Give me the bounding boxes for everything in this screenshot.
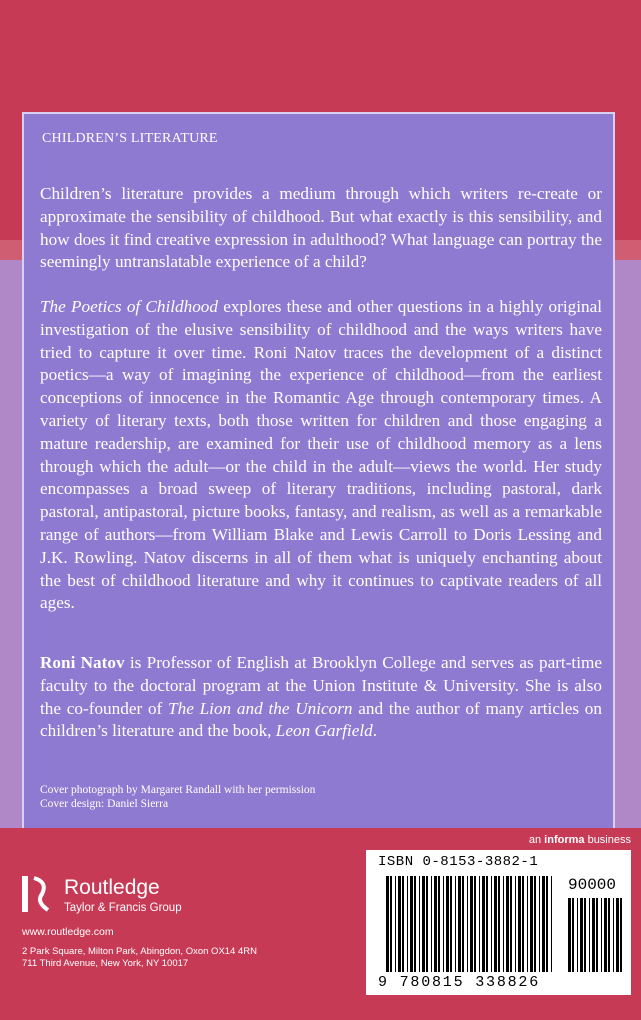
barcode-bar — [510, 876, 512, 972]
bio-book-2: Leon Garfield — [275, 721, 373, 741]
isbn-label: ISBN 0-8153-3882-1 — [378, 854, 539, 870]
informa-prefix: an — [528, 834, 545, 846]
barcode-bar — [462, 876, 464, 972]
barcode-bar — [470, 876, 473, 972]
barcode-bar — [568, 898, 571, 972]
author-bio — [40, 652, 602, 743]
bio-text-a: is Professor of English at Brooklyn College and serves as part-time faculty to the doctoral program at the Union Institute & University. She is also the co-founder of — [40, 653, 602, 718]
bio-text-b: and the author of many articles on children’s literature and the book, — [40, 698, 602, 741]
blurb-paragraph-2 — [40, 296, 602, 615]
barcode-bar — [551, 876, 552, 972]
informa-suffix: business — [584, 834, 631, 846]
design-credit: Cover design: Daniel Sierra — [40, 798, 169, 810]
barcode-bar — [527, 876, 528, 972]
barcode-bar — [390, 876, 392, 972]
barcode-bar — [592, 898, 595, 972]
logo-curve — [34, 878, 48, 910]
barcode-bar — [395, 876, 396, 972]
ean-bars — [386, 876, 552, 972]
barcode-bar — [506, 876, 509, 972]
publisher-url: www.routledge.com — [22, 926, 114, 938]
logo-bar — [22, 876, 28, 912]
barcode-bar — [515, 876, 516, 972]
barcode-bar — [474, 876, 476, 972]
blurb-paragraph-2-text: explores these and other questions in a highly original investigation of the elusive sensibility of childhood and the ways writers have tried to capture it over time. Roni Natov traces the development of a distinct poetics—a way of imagining the experience of childhood—from the earliest conceptions of innocence in the Romantic Age through contemporary times. A variety of literary texts, both those written for children and those engaging a mature readership, are examined for their use of childhood memory as a lens through which the adult—or the child in the adult—views the world. Her study encompasses a broad sweep of literary traditions, including pastoral, dark pastoral, antipastoral, picture books, fantasy, and realism, as well as a remarkable range of authors—from William Blake and Lewis Carroll to Doris Lessing and J.K. Rowling. Natov discerns in all of them what is uniquely enchanting about the best of childhood literature and why it continues to captivate readers of all ages. — [40, 297, 602, 613]
barcode-bar — [604, 898, 607, 972]
barcode-bar — [601, 898, 602, 972]
addon-bars — [568, 898, 622, 972]
barcode-bar — [498, 876, 500, 972]
barcode-bar — [522, 876, 524, 972]
barcode-bar — [431, 876, 432, 972]
barcode-bar — [620, 898, 622, 972]
photo-credit: Cover photograph by Margaret Randall with her permission — [40, 784, 316, 796]
address-line-2: 711 Third Avenue, New York, NY 10017 — [22, 958, 189, 969]
barcode-bar — [467, 876, 468, 972]
barcode-bar — [398, 876, 401, 972]
author-name: Roni Natov — [40, 653, 125, 672]
routledge-logo-icon — [14, 872, 54, 916]
barcode-bar — [616, 898, 619, 972]
barcode-bar — [613, 898, 614, 972]
barcode-bar — [419, 876, 420, 972]
barcode-bar — [577, 898, 578, 972]
price-code: 90000 — [568, 876, 617, 894]
bio-book-1: The Lion and the Unicorn — [168, 698, 353, 718]
barcode-bar — [589, 898, 590, 972]
barcode-bar — [386, 876, 389, 972]
barcode-bar — [518, 876, 521, 972]
barcode-bar — [503, 876, 504, 972]
barcode-bar — [479, 876, 480, 972]
barcode-bar — [580, 898, 583, 972]
blurb-paragraph-1: Children’s literature provides a medium through which writers re-create or approximate the sensibility of childhood. But what exactly is this sensibility, and how does it find creative expression in adulthood? What language can portray the seemingly untranslatable experience of a child? — [40, 184, 602, 272]
publisher-address — [22, 946, 257, 970]
series-label: CHILDREN’S LITERATURE — [42, 131, 218, 146]
barcode-bar — [426, 876, 428, 972]
barcode-bar — [458, 876, 461, 972]
barcode-bar — [438, 876, 440, 972]
barcode-bar — [422, 876, 425, 972]
barcode-bar — [596, 898, 598, 972]
barcode-bar — [584, 898, 586, 972]
informa-tagline — [529, 834, 631, 846]
barcode-bar — [402, 876, 404, 972]
barcode-block — [366, 850, 631, 995]
barcode-bar — [491, 876, 492, 972]
barcode-bar — [530, 876, 533, 972]
barcode-bar — [608, 898, 610, 972]
address-line-1: 2 Park Square, Milton Park, Abingdon, Oxon OX14 4RN — [22, 946, 257, 957]
publisher-name: Routledge — [64, 876, 160, 899]
informa-brand: informa — [544, 834, 585, 846]
barcode-bar — [450, 876, 452, 972]
barcode-bar — [546, 876, 548, 972]
barcode-bar — [443, 876, 444, 972]
barcode-bar — [410, 876, 413, 972]
barcode-bar — [482, 876, 485, 972]
barcode-bar — [407, 876, 408, 972]
book-title: The Poetics of Childhood — [40, 297, 218, 316]
barcode-bar — [434, 876, 437, 972]
cover-credits — [40, 783, 315, 811]
barcode-bar — [455, 876, 456, 972]
publisher-group: Taylor & Francis Group — [64, 902, 182, 914]
barcode-bar — [534, 876, 536, 972]
barcode-bar — [446, 876, 449, 972]
barcode-bar — [572, 898, 574, 972]
logo-vertical-text: ROUTLEDGE — [14, 874, 20, 912]
barcode-bar — [494, 876, 497, 972]
barcode-bar — [542, 876, 545, 972]
barcode-bar — [414, 876, 416, 972]
ean-number: 9 780815 338826 — [378, 974, 541, 991]
barcode-bar — [539, 876, 540, 972]
bio-text-c: . — [372, 721, 377, 741]
barcode-bar — [486, 876, 488, 972]
